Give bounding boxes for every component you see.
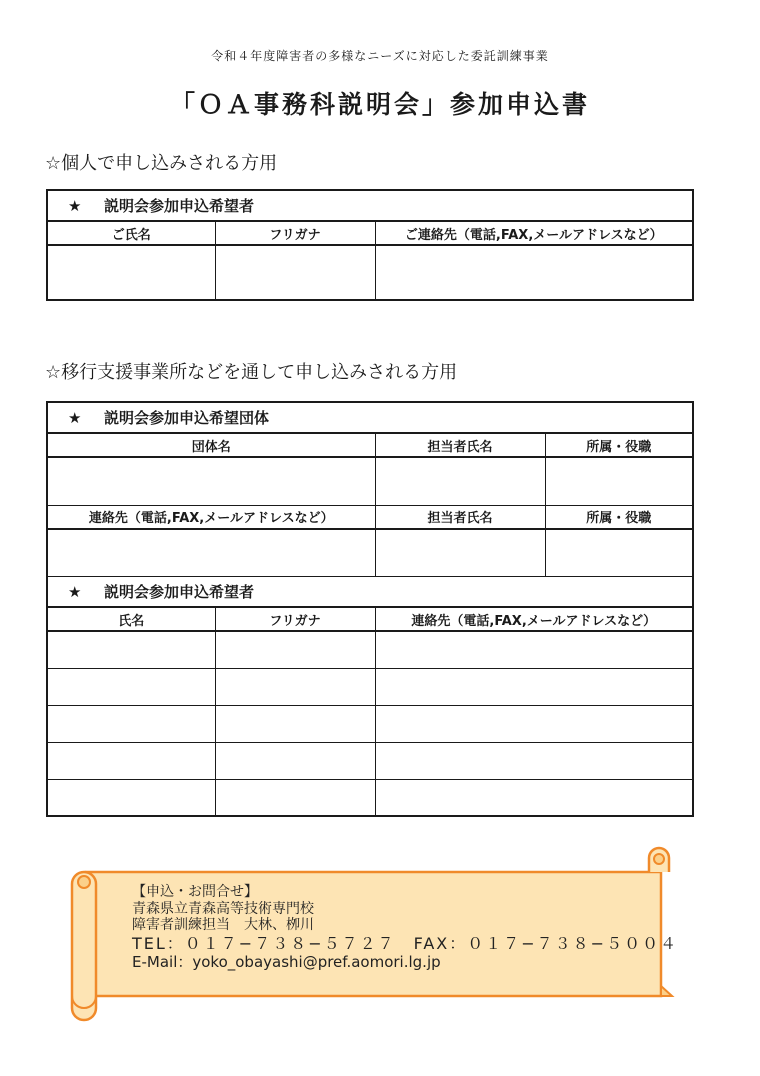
column-header-department-title-2: 所属・役職 (545, 505, 693, 529)
person-in-charge-field-2[interactable] (375, 529, 545, 577)
contact-info (132, 884, 678, 972)
contact-person: 障害者訓練担当 大林、栁川 (132, 917, 314, 933)
furigana-field[interactable] (215, 245, 375, 300)
table-row (47, 779, 693, 816)
applicant-furigana-field[interactable] (215, 705, 375, 742)
applicant-contact-field[interactable] (375, 668, 693, 705)
name-field[interactable] (47, 245, 215, 300)
star-icon: ★ (68, 409, 82, 427)
organization-section-label: ☆移行支援事業所などを通して申し込みされる方用 (45, 362, 458, 383)
applicant-furigana-field[interactable] (215, 668, 375, 705)
individual-heading-text: 説明会参加申込希望者 (104, 197, 255, 215)
form-subtitle: 令和４年度障害者の多様なニーズに対応した委託訓練事業 (211, 49, 549, 63)
applicant-name-field[interactable] (47, 705, 215, 742)
applicants-table-heading (47, 577, 693, 608)
column-header-applicant-furigana: フリガナ (215, 607, 375, 631)
organization-table-heading (47, 402, 693, 433)
department-title-field-2[interactable] (545, 529, 693, 577)
applicant-name-field[interactable] (47, 779, 215, 816)
applicant-contact-field[interactable] (375, 705, 693, 742)
organization-heading-text: 説明会参加申込希望団体 (104, 409, 270, 427)
individual-section-label: ☆個人で申し込みされる方用 (45, 153, 278, 174)
column-header-person-in-charge-2: 担当者氏名 (375, 505, 545, 529)
department-title-field[interactable] (545, 457, 693, 505)
applicant-furigana-field[interactable] (215, 631, 375, 668)
applicant-contact-field[interactable] (375, 742, 693, 779)
contact-phone-fax: TEL：０１７−７３８−５７２７ FAX：０１７−７３８−５００４ (132, 933, 679, 953)
column-header-applicant-contact: 連絡先（電話,FAX,メールアドレスなど） (375, 607, 693, 631)
column-header-organization-contact: 連絡先（電話,FAX,メールアドレスなど） (47, 505, 375, 529)
applicant-contact-field[interactable] (375, 631, 693, 668)
table-row (47, 742, 693, 779)
table-row (47, 631, 693, 668)
individual-table-heading (47, 190, 693, 221)
contact-field[interactable] (375, 245, 693, 300)
star-icon: ★ (68, 583, 82, 601)
applicant-furigana-field[interactable] (215, 779, 375, 816)
column-header-name: ご氏名 (47, 221, 215, 245)
applicant-contact-field[interactable] (375, 779, 693, 816)
column-header-contact: ご連絡先（電話,FAX,メールアドレスなど） (375, 221, 693, 245)
applicant-furigana-field[interactable] (215, 742, 375, 779)
applicant-name-field[interactable] (47, 668, 215, 705)
column-header-department-title: 所属・役職 (545, 433, 693, 457)
contact-email[interactable]: E-Mail：yoko_obayashi@pref.aomori.lg.jp (132, 952, 441, 971)
table-row (47, 705, 693, 742)
individual-application-table (46, 189, 694, 301)
column-header-organization-name: 団体名 (47, 433, 375, 457)
organization-application-table (46, 401, 694, 817)
star-icon: ★ (68, 197, 82, 215)
organization-name-field[interactable] (47, 457, 375, 505)
person-in-charge-field[interactable] (375, 457, 545, 505)
applicant-name-field[interactable] (47, 742, 215, 779)
column-header-person-in-charge: 担当者氏名 (375, 433, 545, 457)
column-header-applicant-name: 氏名 (47, 607, 215, 631)
contact-heading: 【申込・お問合せ】 (132, 884, 258, 900)
organization-contact-field[interactable] (47, 529, 375, 577)
column-header-furigana: フリガナ (215, 221, 375, 245)
applicant-name-field[interactable] (47, 631, 215, 668)
table-row (47, 668, 693, 705)
contact-school: 青森県立青森高等技術専門校 (132, 900, 314, 917)
page-title: 「ＯＡ事務科説明会」参加申込書 (169, 90, 590, 119)
applicants-heading-text: 説明会参加申込希望者 (104, 583, 255, 601)
